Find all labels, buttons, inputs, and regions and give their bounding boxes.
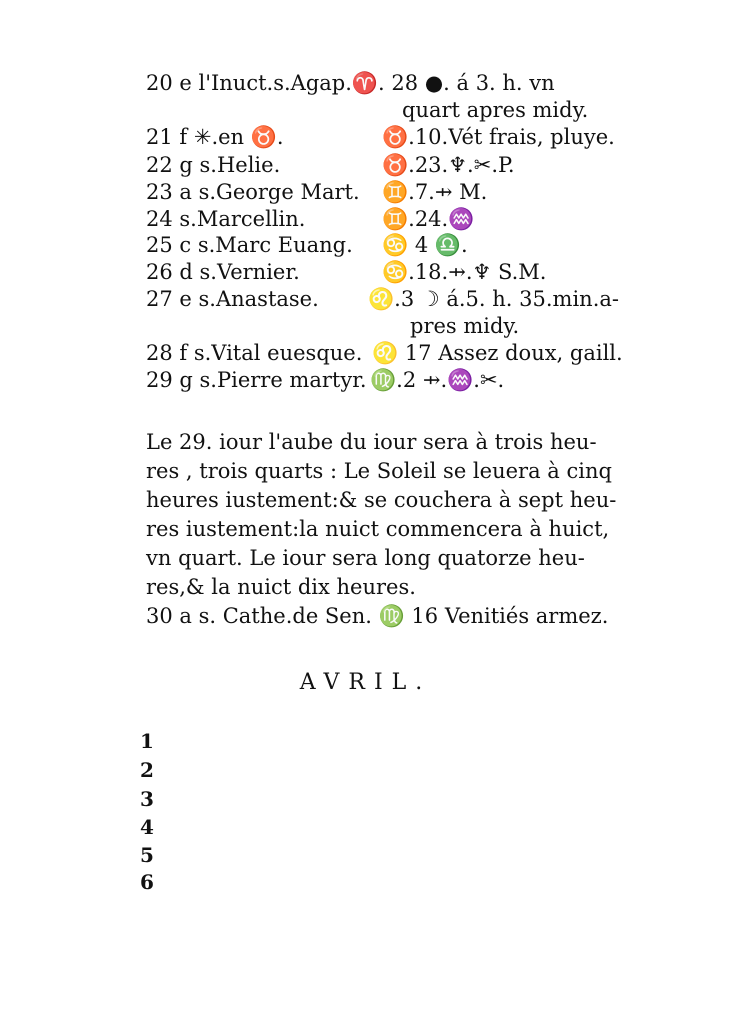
daylight-paragraph <box>146 428 640 631</box>
entry-note: quart apres midy. <box>402 98 589 122</box>
calendar-line-28 <box>146 340 362 366</box>
astro-note: pres midy. <box>410 314 520 338</box>
astro-note: ♋.18.⇸.♆ S.M. <box>382 260 547 284</box>
saint-entry: 26 d s.Vernier. <box>146 260 300 284</box>
avril-day-number: 3 <box>140 787 154 811</box>
calendar-line-23 <box>146 179 360 205</box>
calendar-note-29 <box>370 367 504 393</box>
calendar-line-27 <box>146 286 319 312</box>
astro-note: ♍.2 ⇸.♒.✂. <box>370 368 505 392</box>
astro-note: ♊.24.♒ <box>382 207 475 231</box>
avril-day-number: 1 <box>140 729 154 753</box>
astro-note: ♉.10.Vét frais, pluye. <box>382 125 615 149</box>
calendar-note-25 <box>382 232 468 258</box>
calendar-note-21 <box>382 124 615 150</box>
avril-day-number: 6 <box>140 870 154 894</box>
calendar-line-22 <box>146 152 280 178</box>
entry-text-tail: ●. á 3. h. vn <box>424 71 555 95</box>
saint-entry: 27 e s.Anastase. <box>146 287 319 311</box>
month-title: AVRIL. <box>299 670 432 695</box>
astro-note: ♉.23.♆.✂.P. <box>382 153 515 177</box>
calendar-note-24 <box>382 206 474 232</box>
calendar-note-22 <box>382 152 515 178</box>
saint-entry: 24 s.Marcellin. <box>146 207 306 231</box>
astro-note: ♊.7.⇸ M. <box>382 180 488 204</box>
calendar-line-26 <box>146 259 300 285</box>
saint-entry: 22 g s.Helie. <box>146 153 281 177</box>
paragraph-line: res iustement:la nuict commencera à huict, <box>146 517 610 541</box>
saint-entry: 21 f ✳.en ♉. <box>146 125 284 149</box>
calendar-line-24 <box>146 206 305 232</box>
calendar-note-27-cont <box>410 313 519 339</box>
astro-note: ♌.3 ☽ á.5. h. 35.min.a- <box>368 287 619 311</box>
paragraph-line: Le 29. iour l'aube du iour sera à trois heu- <box>146 430 597 454</box>
saint-entry: 25 c s.Marc Euang. <box>146 233 353 257</box>
calendar-line-20-cont <box>402 97 588 123</box>
entry-text: 20 e l'Inuct.s.Agap.♈. 28 <box>146 71 419 95</box>
paragraph-line: heures iustement:& se couchera à sept heu- <box>146 488 617 512</box>
avril-day-number: 2 <box>140 758 154 782</box>
avril-day-number: 5 <box>140 843 154 867</box>
calendar-line-30: 30 a s. Cathe.de Sen. ♍ 16 Venitiés armez. <box>146 604 609 628</box>
calendar-note-28 <box>372 340 623 366</box>
paragraph-line: vn quart. Le iour sera long quatorze heu- <box>146 546 585 570</box>
saint-entry: 29 g s.Pierre martyr. <box>146 368 367 392</box>
calendar-note-26 <box>382 259 546 285</box>
calendar-line-20 <box>146 70 555 96</box>
saint-entry: 28 f s.Vital euesque. <box>146 341 363 365</box>
astro-note: ♌ 17 Assez doux, gaill. <box>372 341 623 365</box>
calendar-line-29 <box>146 367 367 393</box>
saint-entry: 23 a s.George Mart. <box>146 180 360 204</box>
calendar-line-21 <box>146 124 284 150</box>
paragraph-line: res,& la nuict dix heures. <box>146 575 416 599</box>
paragraph-line: res , trois quarts : Le Soleil se leuera à cinq <box>146 459 612 483</box>
calendar-note-23 <box>382 179 487 205</box>
avril-day-number: 4 <box>140 815 154 839</box>
calendar-line-25 <box>146 232 353 258</box>
calendar-note-27 <box>368 286 619 312</box>
astro-note: ♋ 4 ♎. <box>382 233 468 257</box>
